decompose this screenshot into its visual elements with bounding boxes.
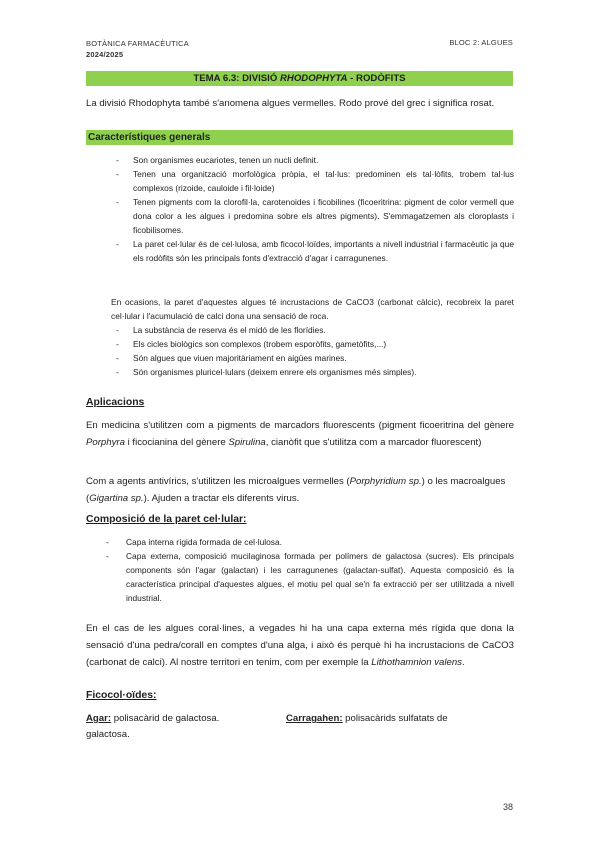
- list-item: - Tenen pigments com la clorofil·la, carotenoides i ficobilines (ficoeritrina: pigment de color vermell que dona color a les algues i predomina sobre els altres pigments). S'emmagatzemen als cloroplasts i ficobilisomes.: [86, 195, 514, 237]
- general-list: [86, 153, 514, 265]
- list-item: - La paret cel·lular és de cel·lulosa, amb ficocol·loïdes, importants a nivell industrial i farmacèutic ja que els rodòfits són les principals fonts d'extracció d'agar i carragunenes.: [86, 237, 514, 265]
- applications-heading: Aplicacions: [86, 397, 145, 408]
- wall-heading: Composició de la paret cel·lular:: [86, 514, 247, 525]
- list-item: - Els cicles biològics son complexos (trobem esporòfits, gametòfits,...): [86, 337, 514, 351]
- applications-paragraph-2: Com a agents antivírics, s'utilitzen les microalgues vermelles (Porphyridium sp.) o les macroalgues (Gigartina sp.). Ajuden a tractar els diferents virus.: [86, 476, 506, 504]
- list-item: - Capa externa, composició mucilaginosa formada per polímers de galactosa (sucres). Els principals components són l'agar (galactan) i les carragunenes (galactan-sulfat). Aquesta composició és la característica principal d'aquestes algues, el motiu pel qual se'n fa extracció per ser utilitzada a nivell industrial.: [86, 549, 514, 605]
- caco3-note: En ocasions, la paret d'aquestes algues té incrustacions de CaCO3 (carbonat càlcic), recobreix la paret cel·lular i l'acumulació de calci dona una sensació de roca.: [111, 297, 514, 321]
- page-number: 38: [502, 802, 513, 812]
- list-item: - Tenen una organització morfològica pròpia, el tal·lus: predominen els tal·lòfits, trobem tal·lus complexos (rizoide, cauloide i fil·loide): [86, 167, 514, 195]
- coralline-paragraph: En el cas de les algues coral·lines, a vegades hi ha una capa externa més rígida que dona la sensació d'una pedra/corall en comptes d'una alga, i això és perquè hi ha incrustacions de CaCO3 (carbonat de calci). Al nostre territori en tenim, com per exemple la Lithothamnion valens.: [86, 623, 514, 668]
- list-item: - Capa interna rígida formada de cel·lulosa.: [86, 535, 514, 549]
- carragahen-entry: Carragahen: polisacàrids sulfatats de: [286, 713, 448, 724]
- header-left: [86, 38, 189, 60]
- list-item: - Són algues que viuen majoritàriament en aigües marines.: [86, 351, 514, 365]
- list-item: - La substància de reserva és el midó de les florídies.: [86, 323, 514, 337]
- ficocoloides-heading: Ficocol·oïdes:: [86, 690, 157, 701]
- course-title: BOTÀNICA FARMACÈUTICA: [86, 39, 189, 48]
- applications-paragraph-1: En medicina s'utilitzen com a pigments de marcadors fluorescents (pigment ficoeritrina del gènere Porphyra i ficocianina del gènere Spirulina, cianòfit que s'utilitza com a marcador fluorescent): [86, 420, 514, 448]
- block-label: BLOC 2: ALGUES: [449, 38, 513, 47]
- intro-paragraph: La divisió Rhodophyta també s'anomena algues vermelles. Rodo prové del grec i significa rosat.: [86, 98, 495, 109]
- galactosa-continuation: galactosa.: [86, 729, 130, 740]
- general-heading: Característiques generals: [86, 130, 513, 145]
- academic-year: 2024/2025: [86, 50, 124, 59]
- page-title: TEMA 6.3: DIVISIÓ RHODOPHYTA - RODÒFITS: [86, 71, 513, 86]
- general-list-2: [86, 323, 514, 379]
- list-item: - Són organismes pluricel·lulars (deixem enrere els organismes més simples).: [86, 365, 514, 379]
- list-item: - Son organismes eucariotes, tenen un nucli definit.: [86, 153, 514, 167]
- wall-list: [86, 535, 514, 605]
- agar-entry: Agar: polisacàrid de galactosa.: [86, 713, 220, 724]
